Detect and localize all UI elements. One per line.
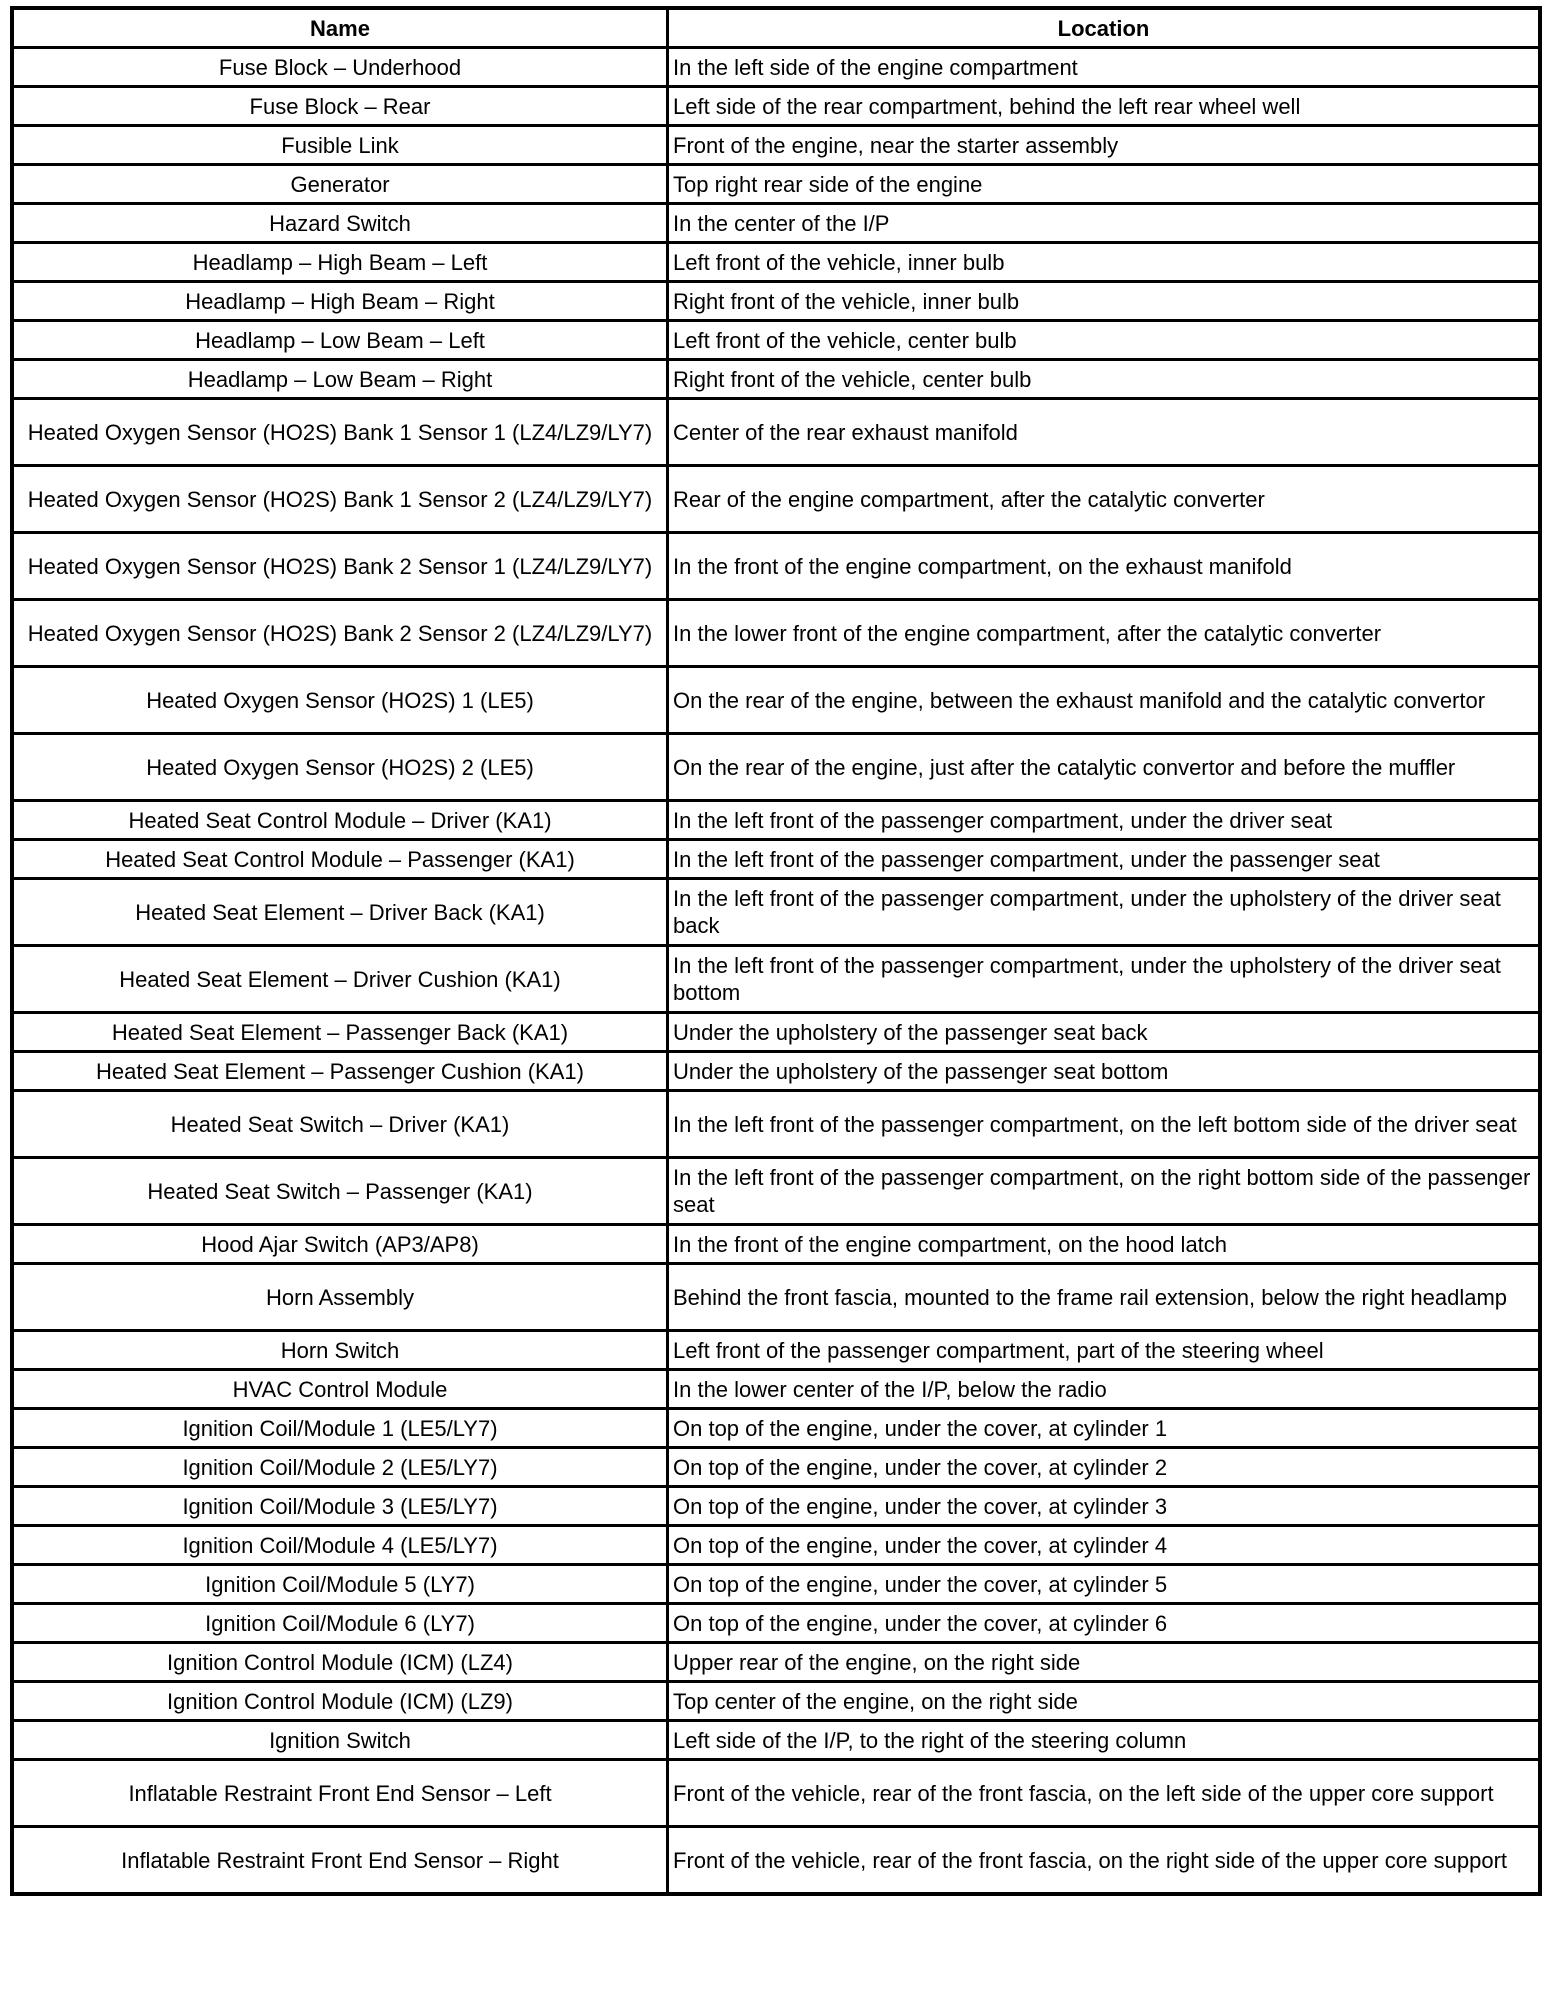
component-name-cell: Heated Seat Element – Passenger Cushion (KA1) bbox=[12, 1052, 668, 1091]
component-name-cell: Hood Ajar Switch (AP3/AP8) bbox=[12, 1225, 668, 1264]
table-row bbox=[12, 466, 1540, 533]
component-name-cell: Ignition Coil/Module 2 (LE5/LY7) bbox=[12, 1448, 668, 1487]
component-location-cell: On top of the engine, under the cover, at cylinder 1 bbox=[668, 1409, 1541, 1448]
table-row bbox=[12, 533, 1540, 600]
component-location-cell: In the left front of the passenger compartment, under the upholstery of the driver seat bottom bbox=[668, 946, 1541, 1013]
component-name-cell: Inflatable Restraint Front End Sensor – Right bbox=[12, 1827, 668, 1895]
table-row bbox=[12, 126, 1540, 165]
component-location-cell: On the rear of the engine, between the exhaust manifold and the catalytic convertor bbox=[668, 667, 1541, 734]
table-row bbox=[12, 1370, 1540, 1409]
component-name-cell: Fuse Block – Underhood bbox=[12, 48, 668, 87]
table-body bbox=[12, 48, 1540, 1895]
table-row bbox=[12, 600, 1540, 667]
component-location-cell: Left side of the rear compartment, behind the left rear wheel well bbox=[668, 87, 1541, 126]
component-location-cell: On top of the engine, under the cover, at cylinder 4 bbox=[668, 1526, 1541, 1565]
table-row bbox=[12, 321, 1540, 360]
component-location-table bbox=[10, 6, 1542, 1896]
component-name-cell: Fuse Block – Rear bbox=[12, 87, 668, 126]
component-name-cell: Heated Oxygen Sensor (HO2S) Bank 1 Sensor 2 (LZ4/LZ9/LY7) bbox=[12, 466, 668, 533]
component-name-cell: Generator bbox=[12, 165, 668, 204]
component-location-cell: On top of the engine, under the cover, at cylinder 5 bbox=[668, 1565, 1541, 1604]
component-location-cell: Under the upholstery of the passenger seat bottom bbox=[668, 1052, 1541, 1091]
component-location-cell: Right front of the vehicle, center bulb bbox=[668, 360, 1541, 399]
component-location-cell: In the left front of the passenger compartment, under the driver seat bbox=[668, 801, 1541, 840]
table-row bbox=[12, 1225, 1540, 1264]
name-column-header: Name bbox=[12, 8, 668, 48]
table-row bbox=[12, 667, 1540, 734]
component-name-cell: Heated Seat Element – Passenger Back (KA1) bbox=[12, 1013, 668, 1052]
component-location-cell: In the left side of the engine compartment bbox=[668, 48, 1541, 87]
table-row bbox=[12, 204, 1540, 243]
component-name-cell: Heated Seat Element – Driver Cushion (KA1) bbox=[12, 946, 668, 1013]
table-row bbox=[12, 360, 1540, 399]
table-row bbox=[12, 1052, 1540, 1091]
component-name-cell: Heated Oxygen Sensor (HO2S) Bank 1 Sensor 1 (LZ4/LZ9/LY7) bbox=[12, 399, 668, 466]
component-location-cell: In the lower center of the I/P, below the radio bbox=[668, 1370, 1541, 1409]
table-row bbox=[12, 1409, 1540, 1448]
table-row bbox=[12, 801, 1540, 840]
component-name-cell: Fusible Link bbox=[12, 126, 668, 165]
table-row bbox=[12, 734, 1540, 801]
component-location-cell: Left front of the passenger compartment, part of the steering wheel bbox=[668, 1331, 1541, 1370]
table-row bbox=[12, 1643, 1540, 1682]
table-row bbox=[12, 1604, 1540, 1643]
table-row bbox=[12, 879, 1540, 946]
component-location-cell: Top center of the engine, on the right side bbox=[668, 1682, 1541, 1721]
component-location-cell: In the front of the engine compartment, on the hood latch bbox=[668, 1225, 1541, 1264]
table-row bbox=[12, 1448, 1540, 1487]
table-row bbox=[12, 1013, 1540, 1052]
component-name-cell: Heated Oxygen Sensor (HO2S) 1 (LE5) bbox=[12, 667, 668, 734]
component-location-cell: Left front of the vehicle, center bulb bbox=[668, 321, 1541, 360]
component-name-cell: Heated Seat Element – Driver Back (KA1) bbox=[12, 879, 668, 946]
table-row bbox=[12, 48, 1540, 87]
component-name-cell: Heated Seat Switch – Driver (KA1) bbox=[12, 1091, 668, 1158]
component-name-cell: Headlamp – High Beam – Left bbox=[12, 243, 668, 282]
component-name-cell: Ignition Coil/Module 4 (LE5/LY7) bbox=[12, 1526, 668, 1565]
component-location-cell: Front of the vehicle, rear of the front fascia, on the right side of the upper core support bbox=[668, 1827, 1541, 1895]
component-name-cell: Heated Seat Control Module – Passenger (KA1) bbox=[12, 840, 668, 879]
table-row bbox=[12, 87, 1540, 126]
component-location-cell: Top right rear side of the engine bbox=[668, 165, 1541, 204]
component-location-cell: On top of the engine, under the cover, at cylinder 6 bbox=[668, 1604, 1541, 1643]
component-location-cell: In the front of the engine compartment, on the exhaust manifold bbox=[668, 533, 1541, 600]
component-name-cell: Ignition Coil/Module 1 (LE5/LY7) bbox=[12, 1409, 668, 1448]
table-row bbox=[12, 1487, 1540, 1526]
component-name-cell: Heated Oxygen Sensor (HO2S) 2 (LE5) bbox=[12, 734, 668, 801]
component-name-cell: Headlamp – High Beam – Right bbox=[12, 282, 668, 321]
component-location-cell: In the center of the I/P bbox=[668, 204, 1541, 243]
table-row bbox=[12, 1158, 1540, 1225]
table-row bbox=[12, 1760, 1540, 1827]
table-row bbox=[12, 282, 1540, 321]
component-location-cell: Front of the engine, near the starter assembly bbox=[668, 126, 1541, 165]
component-location-cell: Center of the rear exhaust manifold bbox=[668, 399, 1541, 466]
component-name-cell: Inflatable Restraint Front End Sensor – Left bbox=[12, 1760, 668, 1827]
component-name-cell: Horn Switch bbox=[12, 1331, 668, 1370]
table-row bbox=[12, 1827, 1540, 1895]
component-name-cell: HVAC Control Module bbox=[12, 1370, 668, 1409]
component-name-cell: Ignition Control Module (ICM) (LZ9) bbox=[12, 1682, 668, 1721]
table-row bbox=[12, 165, 1540, 204]
location-column-header: Location bbox=[668, 8, 1541, 48]
table-row bbox=[12, 399, 1540, 466]
component-name-cell: Headlamp – Low Beam – Left bbox=[12, 321, 668, 360]
component-location-cell: Behind the front fascia, mounted to the frame rail extension, below the right headlamp bbox=[668, 1264, 1541, 1331]
header-row bbox=[12, 8, 1540, 48]
component-location-cell: On top of the engine, under the cover, at cylinder 3 bbox=[668, 1487, 1541, 1526]
table-row bbox=[12, 1331, 1540, 1370]
component-name-cell: Heated Seat Control Module – Driver (KA1) bbox=[12, 801, 668, 840]
component-name-cell: Heated Seat Switch – Passenger (KA1) bbox=[12, 1158, 668, 1225]
table-row bbox=[12, 1721, 1540, 1760]
component-location-cell: On top of the engine, under the cover, at cylinder 2 bbox=[668, 1448, 1541, 1487]
component-location-cell: Left side of the I/P, to the right of the steering column bbox=[668, 1721, 1541, 1760]
component-name-cell: Hazard Switch bbox=[12, 204, 668, 243]
component-location-cell: In the left front of the passenger compartment, under the passenger seat bbox=[668, 840, 1541, 879]
component-name-cell: Ignition Switch bbox=[12, 1721, 668, 1760]
component-location-cell: Upper rear of the engine, on the right side bbox=[668, 1643, 1541, 1682]
component-name-cell: Ignition Coil/Module 5 (LY7) bbox=[12, 1565, 668, 1604]
component-location-cell: Under the upholstery of the passenger seat back bbox=[668, 1013, 1541, 1052]
component-location-cell: In the lower front of the engine compartment, after the catalytic converter bbox=[668, 600, 1541, 667]
component-location-cell: Right front of the vehicle, inner bulb bbox=[668, 282, 1541, 321]
component-location-cell: In the left front of the passenger compartment, on the right bottom side of the passenger seat bbox=[668, 1158, 1541, 1225]
component-name-cell: Heated Oxygen Sensor (HO2S) Bank 2 Sensor 1 (LZ4/LZ9/LY7) bbox=[12, 533, 668, 600]
table-row bbox=[12, 840, 1540, 879]
table-row bbox=[12, 1264, 1540, 1331]
component-location-cell: Front of the vehicle, rear of the front fascia, on the left side of the upper core support bbox=[668, 1760, 1541, 1827]
component-location-cell: Rear of the engine compartment, after the catalytic converter bbox=[668, 466, 1541, 533]
table-row bbox=[12, 1526, 1540, 1565]
component-name-cell: Ignition Coil/Module 3 (LE5/LY7) bbox=[12, 1487, 668, 1526]
component-name-cell: Heated Oxygen Sensor (HO2S) Bank 2 Sensor 2 (LZ4/LZ9/LY7) bbox=[12, 600, 668, 667]
table-row bbox=[12, 946, 1540, 1013]
component-name-cell: Headlamp – Low Beam – Right bbox=[12, 360, 668, 399]
component-location-cell: In the left front of the passenger compartment, under the upholstery of the driver seat back bbox=[668, 879, 1541, 946]
component-location-cell: In the left front of the passenger compartment, on the left bottom side of the driver seat bbox=[668, 1091, 1541, 1158]
table-row bbox=[12, 1565, 1540, 1604]
component-name-cell: Ignition Coil/Module 6 (LY7) bbox=[12, 1604, 668, 1643]
component-location-cell: On the rear of the engine, just after the catalytic convertor and before the muffler bbox=[668, 734, 1541, 801]
table-row bbox=[12, 1091, 1540, 1158]
component-name-cell: Ignition Control Module (ICM) (LZ4) bbox=[12, 1643, 668, 1682]
component-name-cell: Horn Assembly bbox=[12, 1264, 668, 1331]
table-row bbox=[12, 1682, 1540, 1721]
component-location-cell: Left front of the vehicle, inner bulb bbox=[668, 243, 1541, 282]
table-row bbox=[12, 243, 1540, 282]
